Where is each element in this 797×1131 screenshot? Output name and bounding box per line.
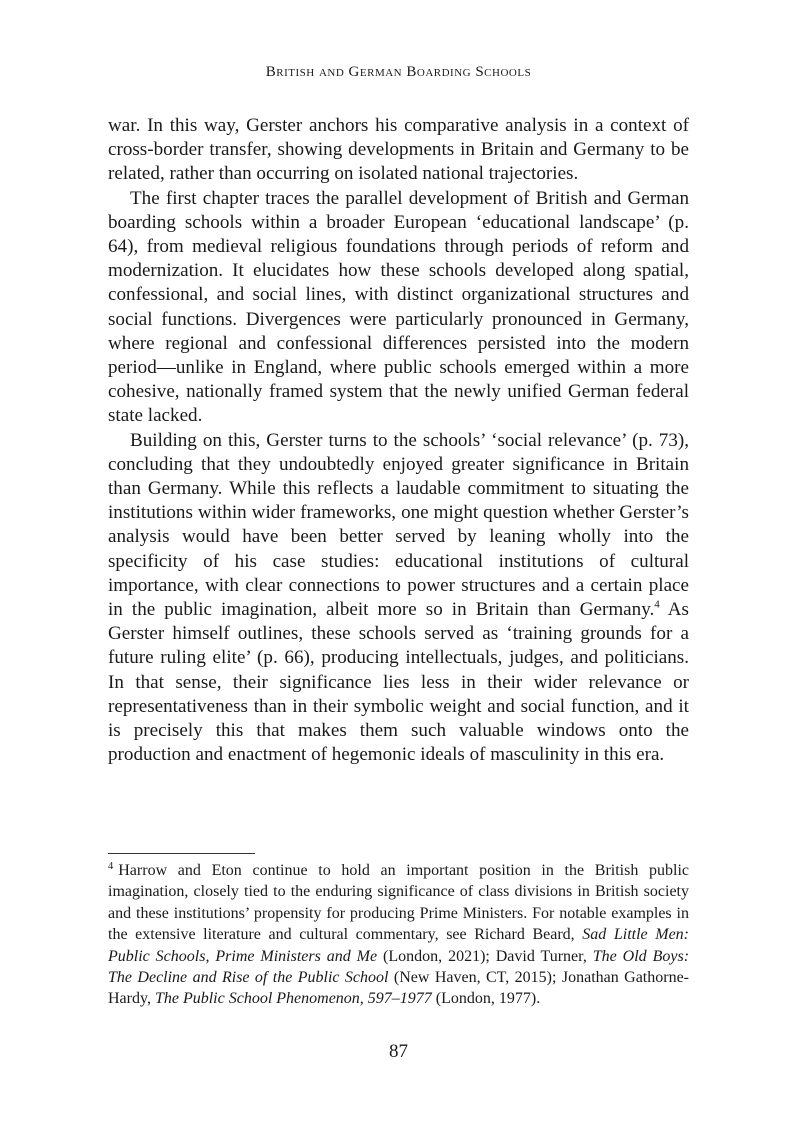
paragraph-3-text-b: As Gerster himself outlines, these schools served as ‘training grounds for a future ruling elite’ (p. 66), producing intellectuals, judges, and politicians. In that sense, their significance lies less in their wider relevance or representativeness than in their symbolic weight and social function, and it is precisely this that makes them such valuable windows onto the production and enactment of hegemonic ideals of masculinity in this era. [108, 599, 689, 766]
footnote-text-4: (London, 1977). [431, 990, 541, 1008]
paragraph-1: war. In this way, Gerster anchors his comparative analysis in a context of cross-border transfer, showing developments in Britain and Germany to be related, rather than occurring on isolated national trajectories. [108, 115, 689, 185]
footnote-number: 4 [108, 860, 114, 872]
footnote-divider [108, 853, 255, 854]
footnote-title-3: The Public School Phenomenon, 597–1977 [154, 990, 432, 1008]
paragraph-2: The first chapter traces the parallel development of British and German boarding schools within a broader European ‘educational landscape’ (p. 64), from medieval religious foundations through periods of reform and modernization. It elucidates how these schools developed along spatial, confessional, and social lines, with distinct organizational structures and social functions. Divergences were particularly pronounced in Germany, where regional and confessional differences persisted into the modern period—unlike in England, where public schools emerged within a more cohesive, nationally framed system that the newly unified German federal state lacked. [108, 187, 689, 427]
footnote [108, 860, 689, 1010]
footnote-text-2: (London, 2021); David Turner, [377, 947, 593, 965]
footnote-text-3: (New Haven, CT, 2015); Jonathan Gathorne-Hardy, [108, 969, 690, 1008]
page-number: 87 [389, 1041, 408, 1062]
footnote-reference[interactable]: 4 [654, 598, 660, 611]
paragraph-3 [108, 429, 689, 768]
footnote-title-2: The Old Boys: The Decline and Rise of the Public School [108, 947, 690, 987]
footnote-title-1: Sad Little Men: Public Schools, Prime Ministers and Me [108, 926, 689, 965]
main-text [108, 114, 689, 767]
running-head: British and German Boarding Schools [265, 64, 532, 80]
footnote-4 [108, 860, 689, 1010]
paragraph-3-text-a: Building on this, Gerster turns to the schools’ ‘social relevance’ (p. 73), concluding that they undoubtedly enjoyed greater significance in Britain than Germany. While this reflects a laudable commitment to situating the institutions within wider frameworks, one might question whether Gerster’s analysis would have been better served by leaning wholly into the specificity of his case studies: educational institutions of cultural importance, with clear connections to power structures and a certain place in the public imagination, albeit more so in Britain than Germany. [108, 429, 689, 621]
footnote-text-1: Harrow and Eton continue to hold an important position in the British public imagination, closely tied to the enduring significance of class divisions in British society and these institutions’ propensity for producing Prime Ministers. For notable examples in the extensive literature and cultural commentary, see Richard Beard, [108, 862, 689, 944]
